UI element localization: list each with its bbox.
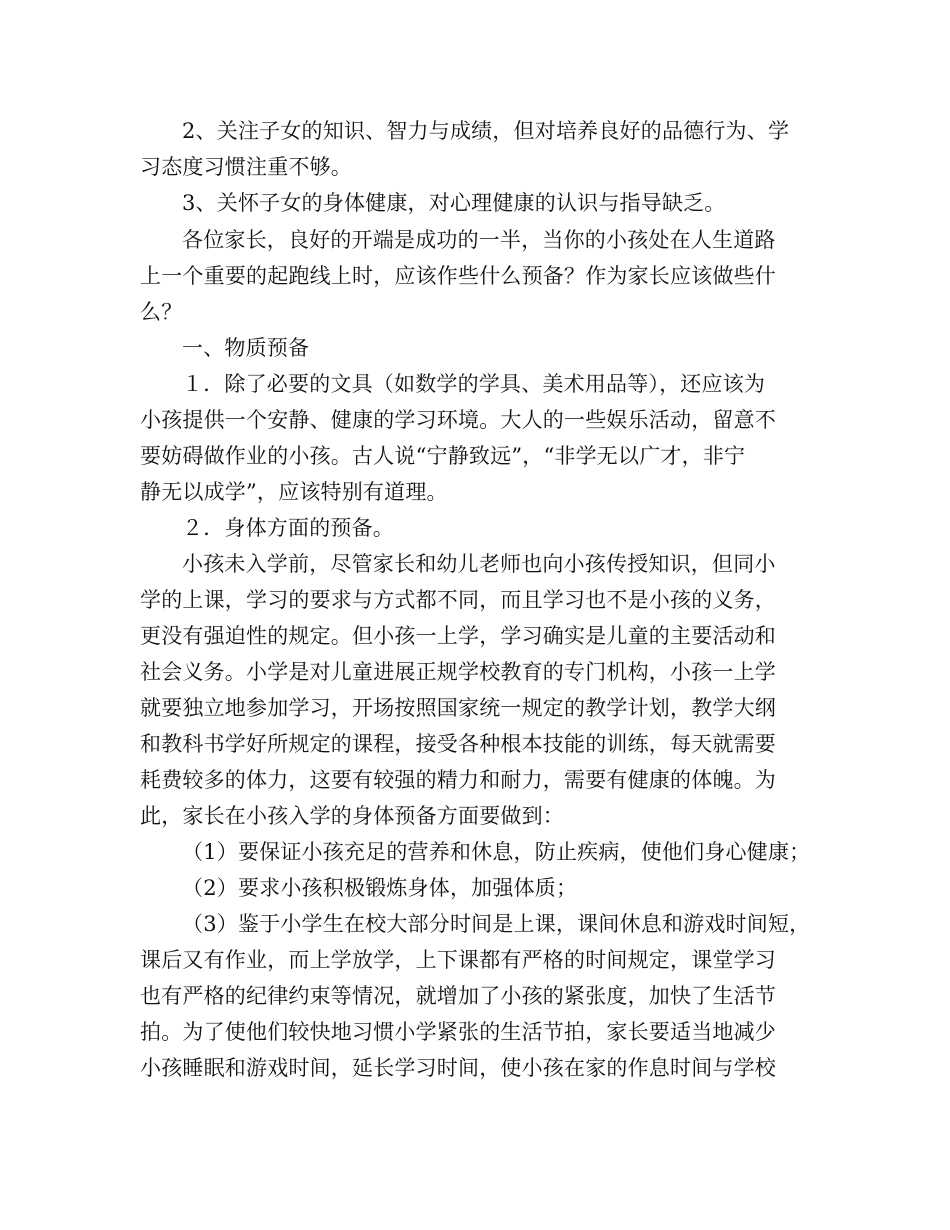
text-line: 小孩睡眠和游戏时间，延长学习时间，使小孩在家的作息时间与学校 <box>140 1056 776 1080</box>
text-line: 小孩未入学前，尽管家长和幼儿老师也向小孩传授知识，但同小 <box>182 552 776 576</box>
text-line: 和教科书学好所规定的课程，接受各种根本技能的训练，每天就需要 <box>140 732 776 756</box>
text-line: 小孩提供一个安静、健康的学习环境。大人的一些娱乐活动，留意不 <box>140 408 776 432</box>
text-line: 课后又有作业，而上学放学，上下课都有严格的时间规定，课堂学习 <box>140 948 776 972</box>
text-line: 社会义务。小学是对儿童进展正规学校教育的专门机构，小孩一上学 <box>140 660 776 684</box>
text-line: 各位家长，良好的开端是成功的一半，当你的小孩处在人生道路 <box>182 228 776 252</box>
text-line: 也有严格的纪律约束等情况，就增加了小孩的紧张度，加快了生活节 <box>140 984 776 1008</box>
list-item: （3）鉴于小学生在校大部分时间是上课，课间休息和游戏时间短， <box>182 912 811 936</box>
text-line: 耗费较多的体力，这要有较强的精力和耐力，需要有健康的体魄。为 <box>140 768 776 792</box>
text-line: １．除了必要的文具（如数学的学具、美术用品等），还应该为 <box>182 372 766 396</box>
text-line: 2、关注子女的知识、智力与成绩，但对培养良好的品德行为、学 <box>182 119 790 143</box>
subsection-heading: ２．身体方面的预备。 <box>182 516 394 540</box>
text-line: 更没有强迫性的规定。但小孩一上学，学习确实是儿童的主要活动和 <box>140 624 776 648</box>
text-line: 拍。为了使他们较快地习惯小学紧张的生活节拍，家长要适当地减少 <box>140 1020 776 1044</box>
text-line: 静无以成学”，应该特别有道理。 <box>140 480 448 504</box>
text-line: 学的上课，学习的要求与方式都不同，而且学习也不是小孩的义务， <box>140 588 776 612</box>
text-line: 要妨碍做作业的小孩。古人说“宁静致远”，“非学无以广才，非宁 <box>140 444 746 468</box>
text-line: 就要独立地参加学习，开场按照国家统一规定的教学计划，教学大纲 <box>140 696 776 720</box>
list-item: （1）要保证小孩充足的营养和休息，防止疾病，使他们身心健康； <box>182 840 811 864</box>
list-item: （2）要求小孩积极锻炼身体，加强体质； <box>182 876 578 900</box>
section-heading: 一、物质预备 <box>182 336 310 360</box>
text-line: 么？ <box>140 300 183 324</box>
text-line: 上一个重要的起跑线上时，应该作些什么预备？作为家长应该做些什 <box>140 264 776 288</box>
text-line: 习态度习惯注重不够。 <box>140 155 352 179</box>
text-line: 3、关怀子女的身体健康，对心理健康的认识与指导缺乏。 <box>182 191 726 215</box>
text-line: 此，家长在小孩入学的身体预备方面要做到： <box>140 804 564 828</box>
